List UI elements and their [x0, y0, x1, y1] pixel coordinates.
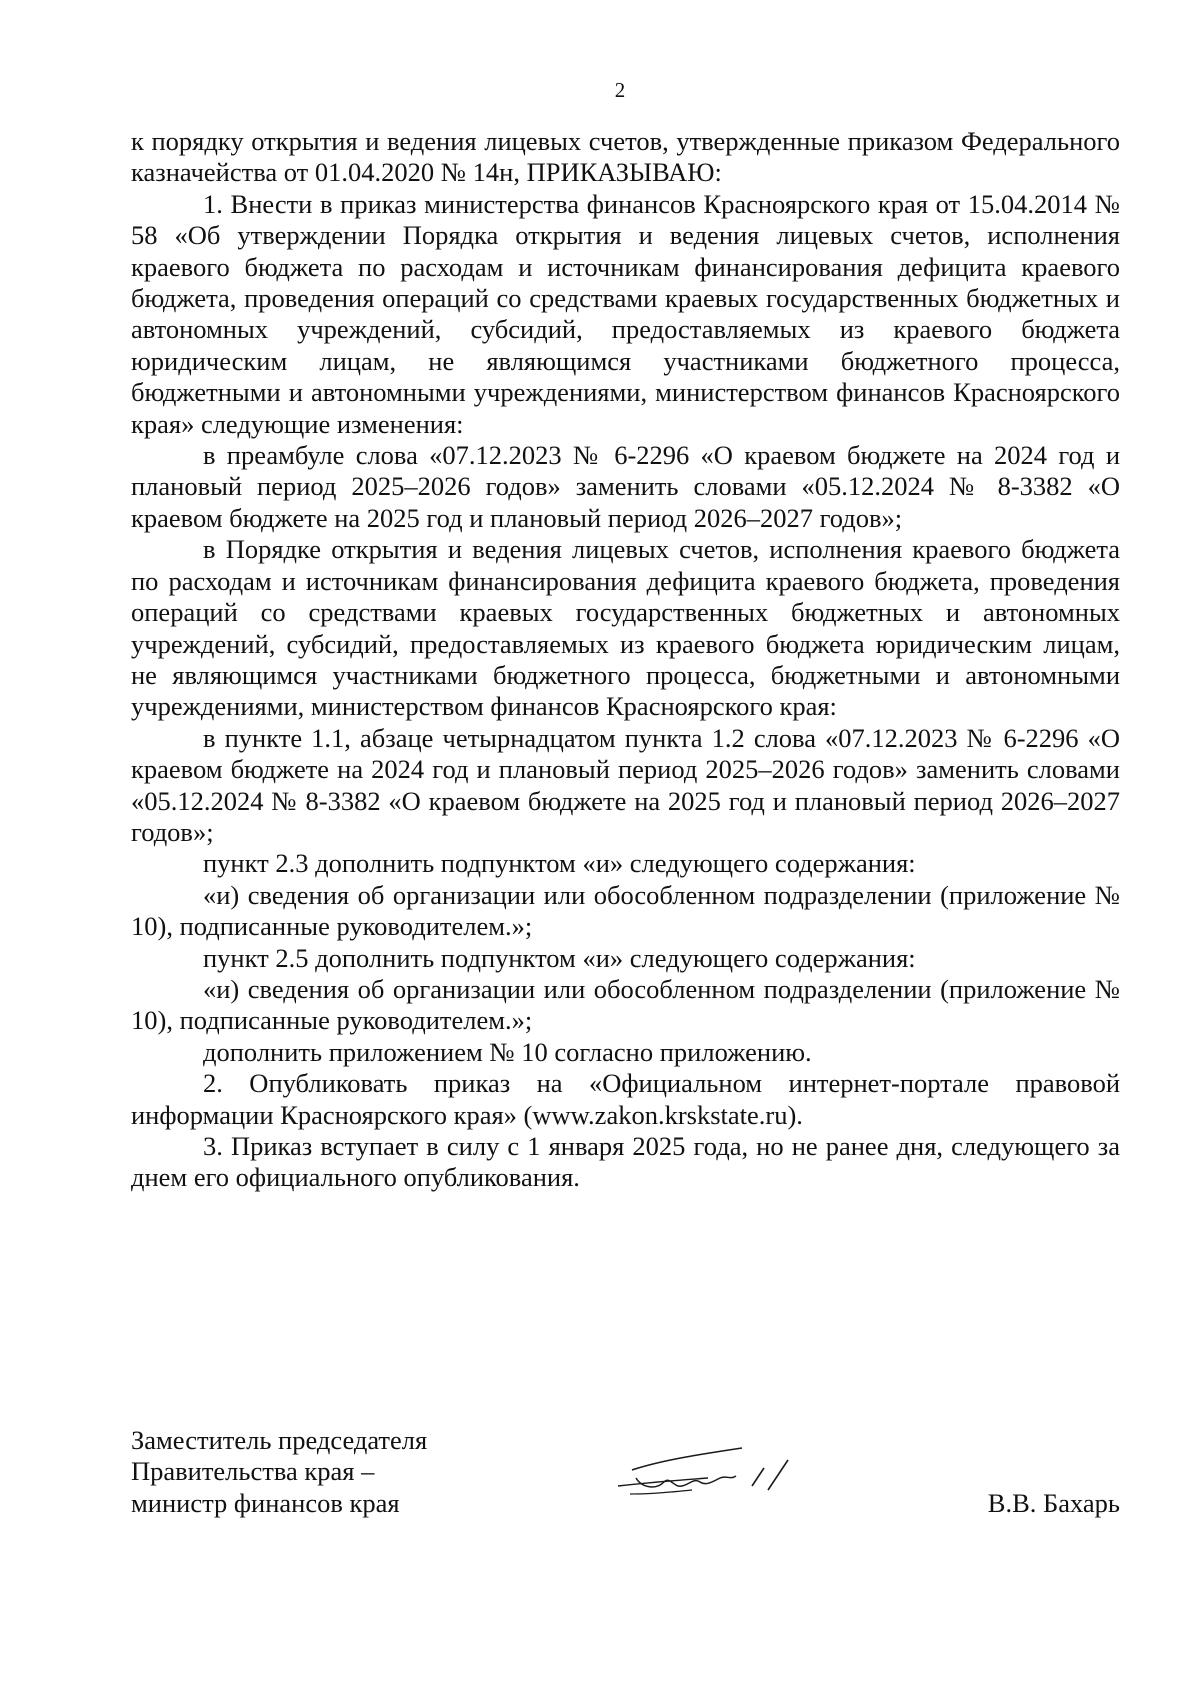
paragraph-item-1: 1. Внести в приказ министерства финансов Красноярского края от 15.04.2014 № 58 «Об утверждении Порядка открытия и ведения лицевых счетов, исполнения краевого бюджета по расходам и источникам финансирования дефицита краевого бюджета, проведения операций со средствами краевых государственных бюджетных и автономных учреждений, субсидий, предоставляемых из краевого бюджета юридическим лицам, не являющимся участниками бюджетного процесса, бюджетными и автономными учреждениями, министерством финансов Красноярского края» следующие изменения:: [131, 188, 1120, 439]
page-number: 2: [614, 78, 626, 102]
paragraph-appendix: дополнить приложением № 10 согласно приложению.: [203, 1036, 812, 1067]
paragraph-item-3: 3. Приказ вступает в силу с 1 января 2025 года, но не ранее дня, следующего за днем его официального опубликования.: [131, 1131, 1120, 1193]
document-body: [131, 126, 1120, 1194]
signatory-title: [131, 1425, 591, 1519]
signatory-name: В.В. Бахарь: [987, 1487, 1120, 1518]
paragraph-clause-2-3-text: «и) сведения об организации или обособленном подразделении (приложение № 10), подписанные руководителем.»;: [131, 879, 1120, 942]
signatory-title-line: Заместитель председателя: [131, 1425, 428, 1455]
signatory-title-line: министр финансов края: [131, 1487, 400, 1518]
paragraph-item-2: 2. Опубликовать приказ на «Официальном интернет-портале правовой информации Красноярского края» (www.zakon.krskstate.ru).: [131, 1068, 1120, 1130]
signatory-title-line: Правительства края –: [131, 1456, 375, 1487]
paragraph-preamble-end: к порядку открытия и ведения лицевых счетов, утвержденные приказом Федерального казначейства от 01.04.2020 № 14н, ПРИКАЗЫВАЮ:: [131, 126, 1120, 188]
paragraph-clause-2-3: пункт 2.3 дополнить подпунктом «и» следующего содержания:: [203, 848, 916, 879]
handwritten-signature: [612, 1442, 812, 1502]
paragraph-preamble-change: в преамбуле слова «07.12.2023 № 6-2296 «О краевом бюджете на 2024 год и плановый период 2025–2026 годов» заменить словами «05.12.2024 № 8-3382 «О краевом бюджете на 2025 год и плановый период 2026–2027 годов»;: [131, 440, 1120, 533]
paragraph-clause-1-1: в пункте 1.1, абзаце четырнадцатом пункта 1.2 слова «07.12.2023 № 6-2296 «О краевом бюджете на 2024 год и плановый период 2025–2026 годов» заменить словами «05.12.2024 № 8-3382 «О краевом бюджете на 2025 год и плановый период 2026–2027 годов»;: [131, 722, 1120, 847]
paragraph-procedure-intro: в Порядке открытия и ведения лицевых счетов, исполнения краевого бюджета по расходам и источникам финансирования дефицита краевого бюджета, проведения операций со средствами краевых государственных бюджетных и автономных учреждений, субсидий, предоставляемых из краевого бюджета юридическим лицам, не являющимся участниками бюджетного процесса, бюджетными и автономными учреждениями, министерством финансов Красноярского края:: [131, 534, 1120, 722]
paragraph-clause-2-5: пункт 2.5 дополнить подпунктом «и» следующего содержания:: [203, 942, 916, 973]
paragraph-clause-2-5-text: «и) сведения об организации или обособленном подразделении (приложение № 10), подписанные руководителем.»;: [131, 973, 1120, 1036]
